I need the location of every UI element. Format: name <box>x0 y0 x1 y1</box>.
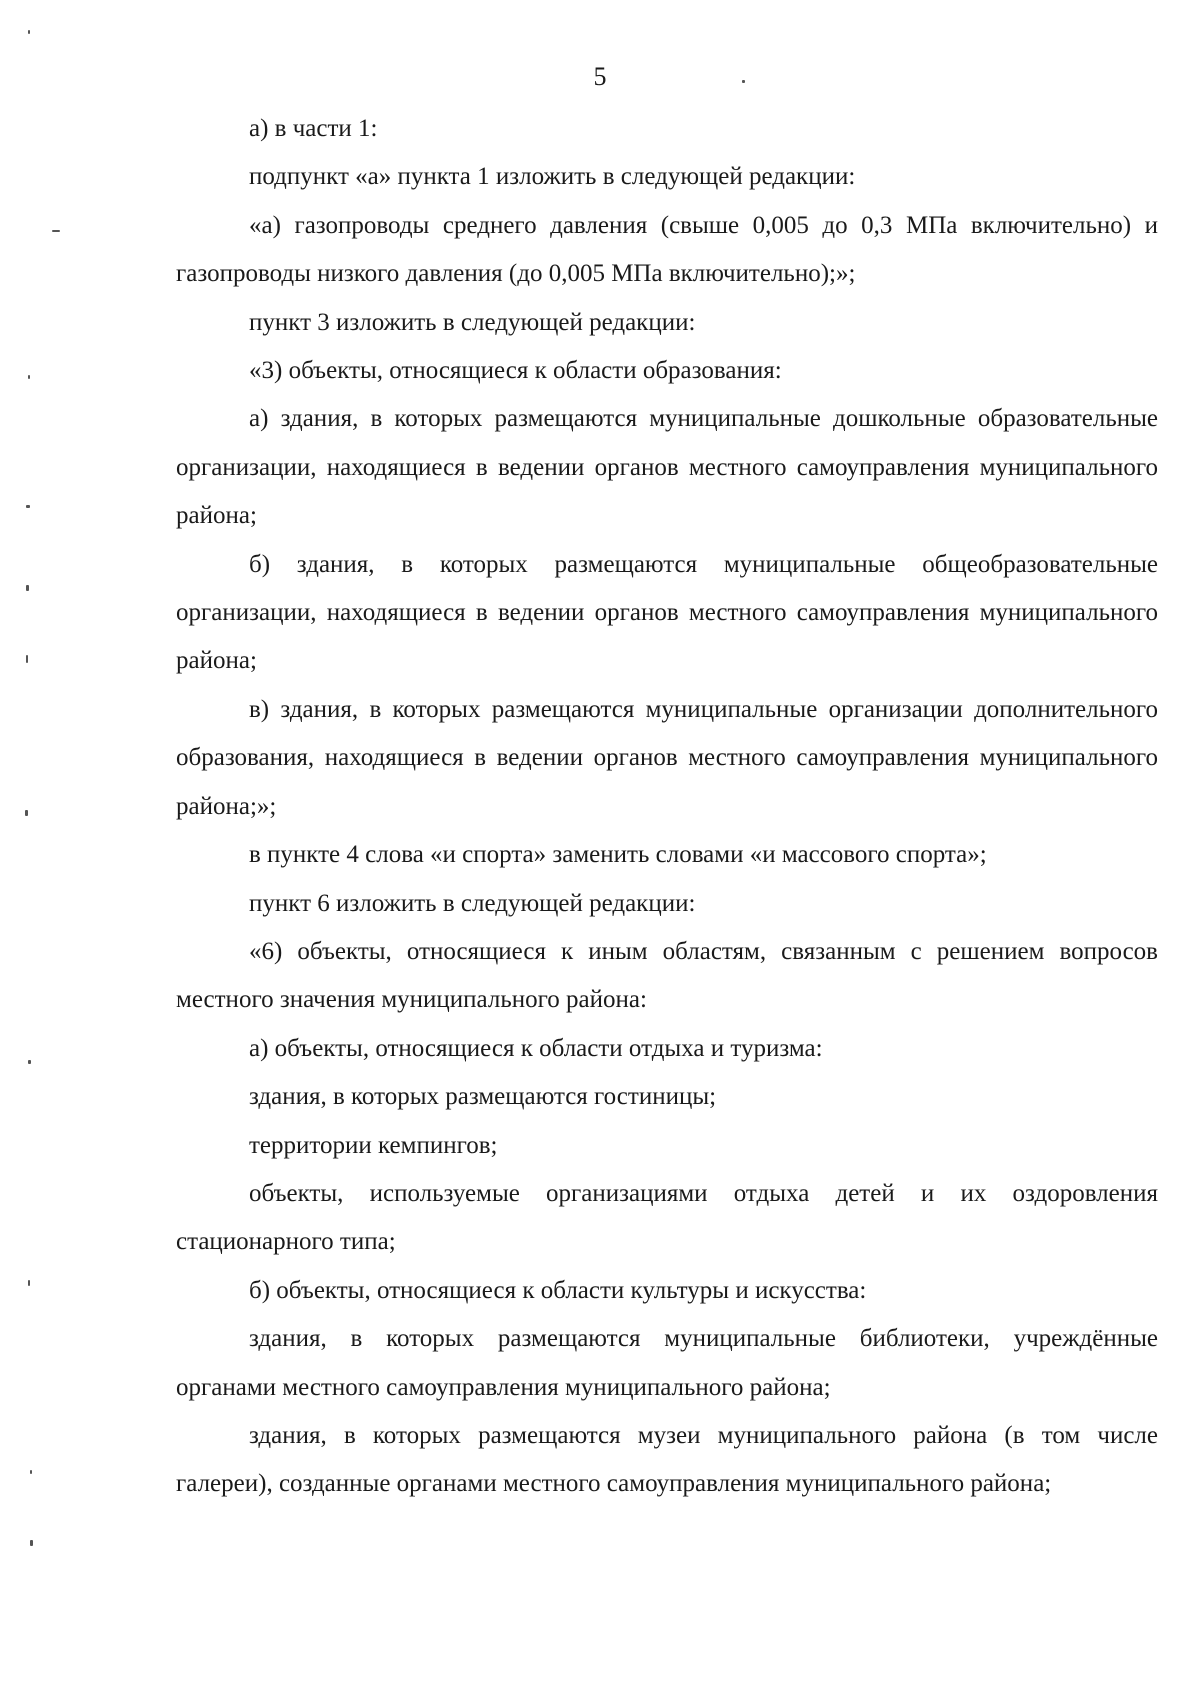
scan-mark <box>26 505 30 508</box>
paragraph-recreation-tourism: а) объекты, относящиеся к области отдыха и туризма: <box>249 1034 823 1062</box>
paragraph-additional-education: в) здания, в которых размещаются муниципальные организации дополнительного образования, находящиеся в ведении органов местного самоуправления муниципального района;»; <box>176 695 1158 820</box>
scan-mark <box>25 810 28 816</box>
paragraph-libraries: здания, в которых размещаются муниципальные библиотеки, учреждённые органами местного самоуправления муниципального района; <box>176 1325 1158 1401</box>
document-body <box>176 105 1158 1509</box>
paragraph-museums: здания, в которых размещаются музеи муниципального района (в том числе галереи), созданные органами местного самоуправления муниципального района; <box>176 1421 1158 1498</box>
paragraph-part-1: а) в части 1: <box>249 115 378 142</box>
paragraph-subitem-a-intro: подпункт «а» пункта 1 изложить в следующей редакции: <box>249 163 856 191</box>
paragraph-hotels: здания, в которых размещаются гостиницы; <box>249 1083 717 1111</box>
paragraph-other-areas: «6) объекты, относящиеся к иным областям, связанным с решением вопросов местного значения муниципального района: <box>176 937 1158 1014</box>
paragraph-education-objects: «3) объекты, относящиеся к области образования: <box>249 357 782 385</box>
paragraph-preschool: а) здания, в которых размещаются муниципальные дошкольные образовательные организации, находящиеся в ведении органов местного самоуправления муниципального района; <box>176 405 1158 530</box>
paragraph-item-3-intro: пункт 3 изложить в следующей редакции: <box>249 308 696 336</box>
paragraph-campings: территории кемпингов; <box>249 1131 498 1159</box>
paragraph-gas-pipelines: «а) газопроводы среднего давления (свыше 0,005 до 0,3 МПа включительно) и газопроводы низкого давления (до 0,005 МПа включительно);»; <box>176 211 1158 288</box>
scan-mark <box>28 1060 31 1064</box>
scan-mark <box>28 375 30 379</box>
paragraph-item-4-sport: в пункте 4 слова «и спорта» заменить словами «и массового спорта»; <box>249 841 987 869</box>
scan-mark <box>28 1280 30 1286</box>
scan-mark <box>26 585 29 591</box>
paragraph-item-6-intro: пункт 6 изложить в следующей редакции: <box>249 889 696 917</box>
scan-mark <box>28 30 30 34</box>
scan-mark <box>26 655 28 663</box>
scan-mark <box>52 230 60 232</box>
scan-mark <box>30 1540 33 1546</box>
scan-mark <box>742 80 745 83</box>
page-number: 5 <box>593 62 607 91</box>
paragraph-culture-art: б) объекты, относящиеся к области культуры и искусства: <box>249 1276 867 1304</box>
paragraph-children-recreation: объекты, используемые организациями отдыха детей и их оздоровления стационарного типа; <box>176 1179 1158 1256</box>
paragraph-general-education: б) здания, в которых размещаются муниципальные общеобразовательные организации, находящиеся в ведении органов местного самоуправления муниципального района; <box>176 550 1158 675</box>
scan-mark <box>30 1470 32 1474</box>
